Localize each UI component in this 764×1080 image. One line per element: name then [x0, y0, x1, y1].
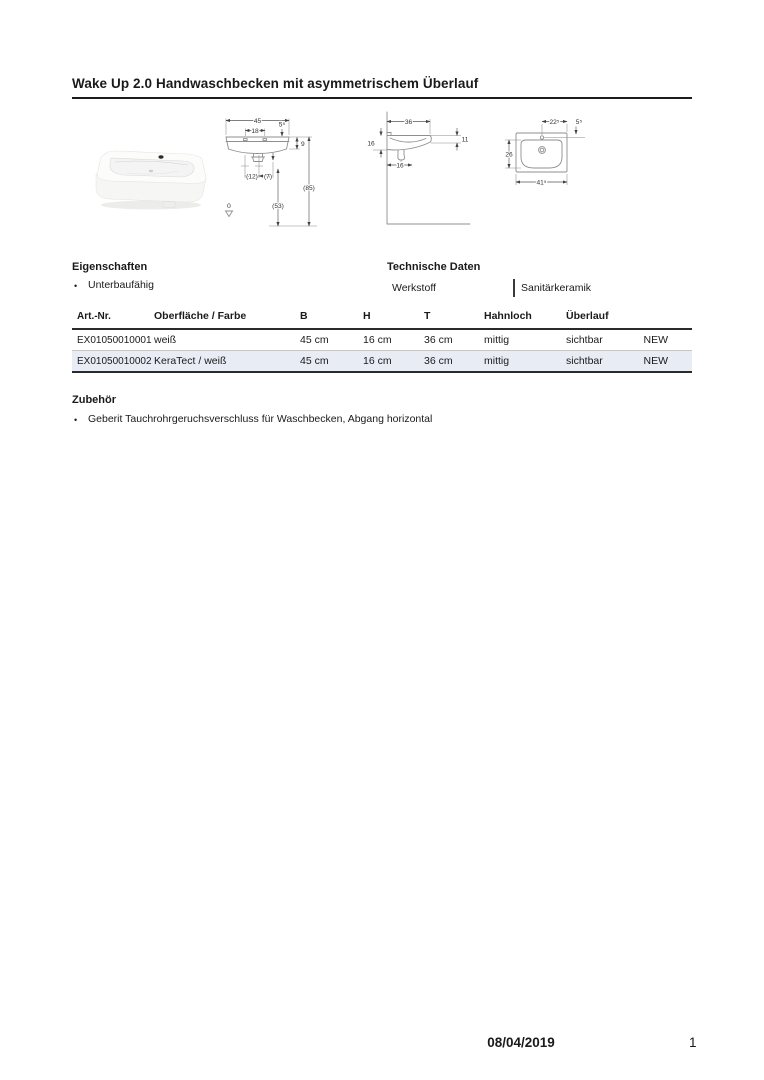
cell-b: 45 cm: [300, 351, 363, 373]
cell-t: 36 cm: [424, 351, 484, 373]
col-header-b: B: [300, 305, 363, 329]
variants-table: [72, 305, 692, 373]
dim-label: (85): [303, 185, 315, 192]
cell-hahnloch: mittig: [484, 329, 566, 351]
footer-date: 08/04/2019: [487, 1035, 555, 1050]
col-header-hahnloch: Hahnloch: [484, 305, 566, 329]
spec-label-werkstoff: Werkstoff: [392, 282, 436, 294]
spec-value-werkstoff: Sanitärkeramik: [521, 282, 592, 294]
cell-hahnloch: mittig: [484, 351, 566, 373]
bullet-icon: •: [74, 415, 78, 425]
spec-divider: [513, 279, 515, 297]
dim-label: 16: [367, 140, 375, 148]
page-title: Wake Up 2.0 Handwaschbecken mit asymmetrischem Überlauf: [72, 76, 479, 91]
bullet-icon: •: [74, 281, 78, 291]
zubehoer-item: [74, 413, 574, 427]
dim-label: (53): [272, 203, 284, 210]
dim-label: 5⁵: [575, 118, 583, 126]
col-header-badge: [630, 305, 692, 329]
dim-label: 45: [253, 117, 262, 125]
new-badge: NEW: [630, 351, 692, 373]
title-rule: [72, 97, 692, 99]
zubehoer-item-text: Geberit Tauchrohrgeruchsverschluss für Waschbecken, Abgang horizontal: [88, 413, 433, 425]
cell-surface: weiß: [154, 329, 300, 351]
cell-artnr: EX01050010001: [72, 329, 154, 351]
col-header-surface: Oberfläche / Farbe: [154, 305, 300, 329]
eigenschaften-item-text: Unterbaufähig: [88, 279, 154, 291]
dim-label: 9: [301, 141, 305, 148]
col-header-t: T: [424, 305, 484, 329]
section-title-zubehoer: Zubehör: [72, 394, 116, 406]
top-view-drawing: [497, 106, 612, 208]
cell-b: 45 cm: [300, 329, 363, 351]
dim-label: 26: [505, 151, 513, 159]
drain-hole: [149, 170, 153, 172]
col-header-ueberlauf: Überlauf: [566, 305, 630, 329]
col-header-artnr: Art.-Nr.: [72, 305, 154, 329]
new-badge: NEW: [630, 329, 692, 351]
datum-label: 0: [227, 203, 231, 210]
front-view-drawing: [221, 106, 327, 236]
dim-label: 11: [461, 136, 469, 144]
dim-label: 41⁵: [536, 179, 547, 187]
cell-surface: KeraTect / weiß: [154, 351, 300, 373]
eigenschaften-item: [74, 279, 364, 293]
cell-h: 16 cm: [363, 329, 424, 351]
dim-label: 16: [396, 162, 404, 170]
side-view-drawing: [364, 106, 474, 236]
product-photo: [75, 126, 220, 214]
dim-label: (12): [246, 173, 258, 181]
dim-label: 22⁵: [549, 118, 560, 126]
footer-page-number: 1: [689, 1035, 697, 1050]
dim-label: (7): [263, 173, 273, 181]
cell-ueberlauf: sichtbar: [566, 351, 630, 373]
dim-label: 36: [404, 118, 413, 126]
cell-ueberlauf: sichtbar: [566, 329, 630, 351]
table-row: [72, 329, 692, 351]
col-header-h: H: [363, 305, 424, 329]
section-title-technische-daten: Technische Daten: [387, 261, 481, 273]
cell-t: 36 cm: [424, 329, 484, 351]
cell-h: 16 cm: [363, 351, 424, 373]
dim-label: 18: [251, 127, 259, 135]
cell-artnr: EX01050010002: [72, 351, 154, 373]
table-header-row: [72, 305, 692, 329]
section-title-eigenschaften: Eigenschaften: [72, 261, 148, 273]
dim-label: 5⁵: [278, 121, 286, 129]
table-row: [72, 351, 692, 373]
tap-hole: [158, 155, 163, 158]
